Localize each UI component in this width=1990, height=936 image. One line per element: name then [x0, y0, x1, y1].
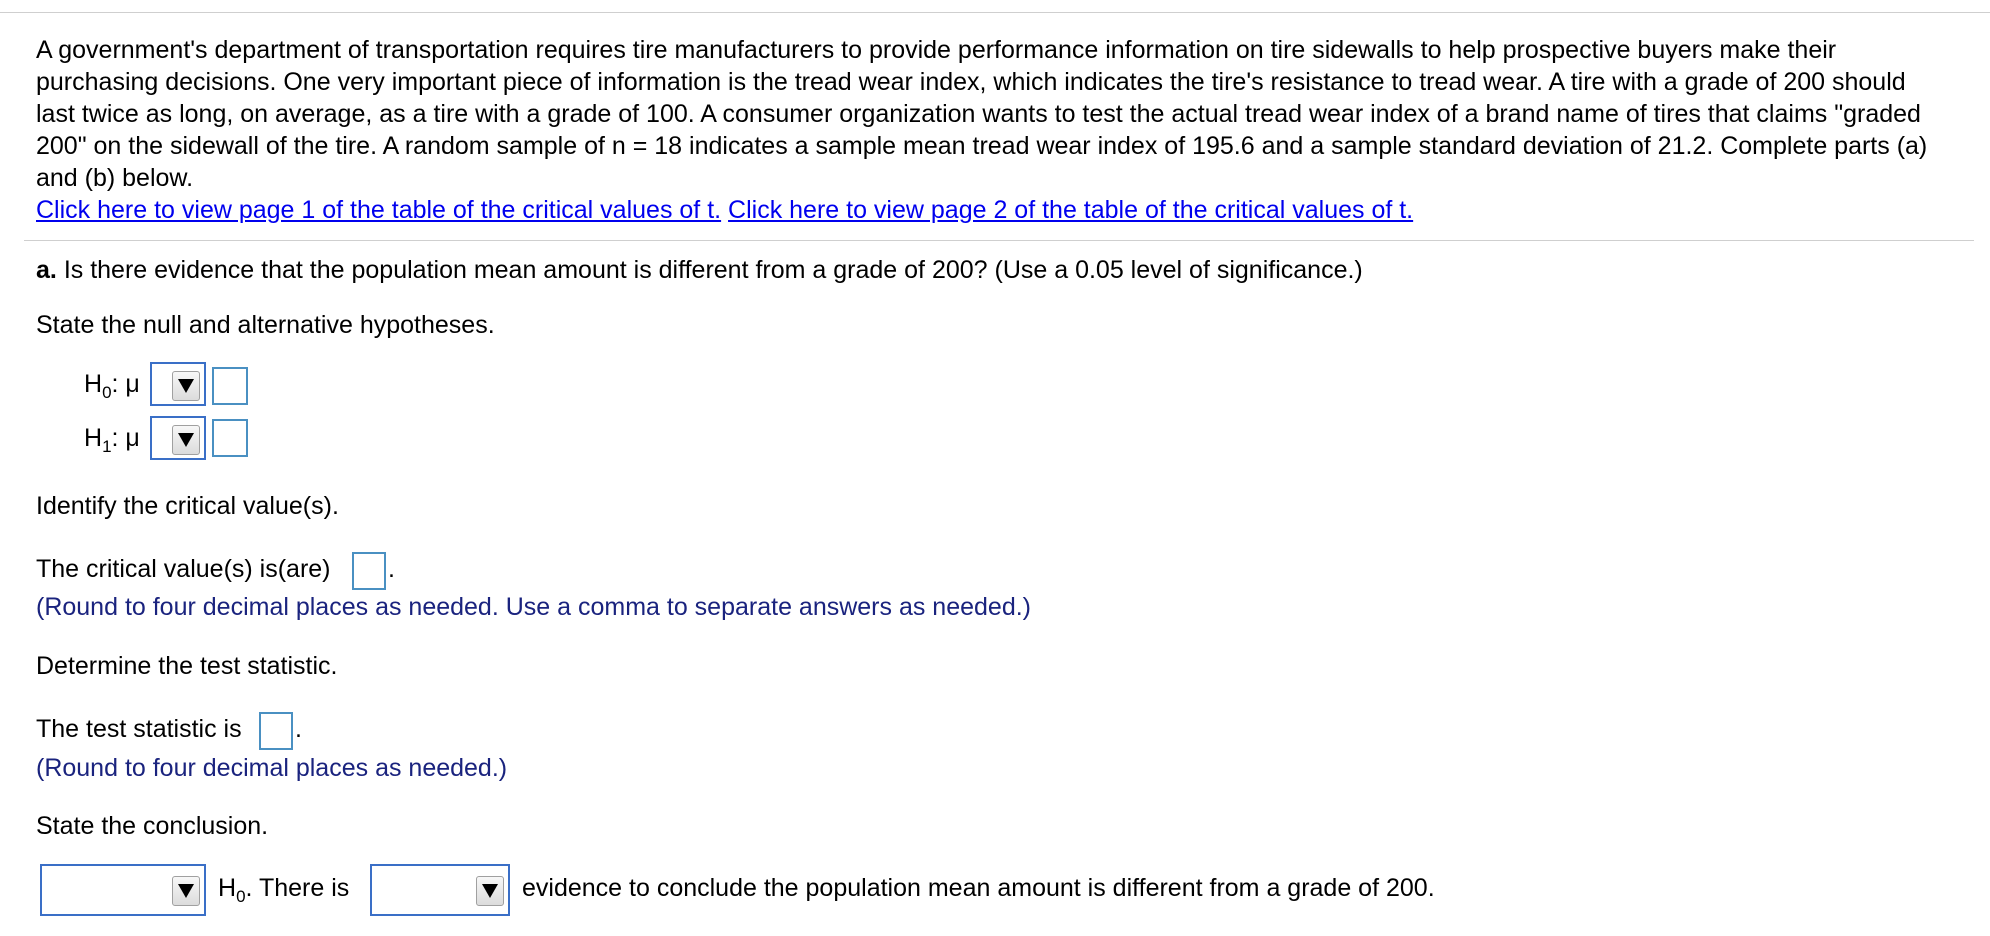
critical-value-line [36, 553, 331, 585]
null-hypothesis-label [84, 368, 140, 409]
part-a-question-text: Is there evidence that the population mean amount is different from a grade of 200? (Use a 0.05 level of significance.) [63, 256, 1363, 284]
h1-mu: : μ [111, 424, 140, 452]
part-a-label: a. [36, 256, 57, 284]
conclusion-h-letter: H [218, 874, 237, 902]
test-statistic-line [36, 713, 242, 745]
dropdown-arrow-icon [172, 371, 200, 401]
null-hypothesis-value-input[interactable] [212, 367, 248, 405]
conclusion-h-subscript: 0 [236, 887, 246, 906]
critical-value-prefix: The critical value(s) is(are) [36, 555, 331, 583]
h0-letter: H [84, 370, 103, 398]
test-statistic-input[interactable] [259, 712, 293, 750]
null-hypothesis-operator-dropdown[interactable] [150, 362, 206, 406]
h1-subscript: 1 [102, 437, 112, 456]
alternative-hypothesis-operator-dropdown[interactable] [150, 416, 206, 460]
critical-values-table-page1-link[interactable]: Click here to view page 1 of the table of the critical values of t. [36, 196, 722, 224]
dropdown-arrow-icon [476, 876, 504, 906]
identify-critical-instruction: Identify the critical value(s). [36, 492, 339, 520]
part-a-question [36, 254, 1363, 286]
conclusion-end-text: evidence to conclude the population mean amount is different from a grade of 200. [522, 874, 1435, 902]
critical-value-hint: (Round to four decimal places as needed. Use a comma to separate answers as needed.) [36, 593, 1031, 621]
test-statistic-period: . [295, 715, 302, 743]
state-conclusion-instruction: State the conclusion. [36, 812, 269, 840]
conclusion-h0-text [218, 872, 349, 913]
h1-letter: H [84, 424, 103, 452]
critical-value-input[interactable] [352, 552, 386, 590]
dropdown-arrow-icon [172, 425, 200, 455]
h0-subscript: 0 [102, 383, 112, 402]
test-statistic-prefix: The test statistic is [36, 715, 242, 743]
alternative-hypothesis-label [84, 422, 140, 463]
conclusion-there-is: . There is [245, 874, 350, 902]
critical-value-period: . [388, 555, 395, 583]
h0-mu: : μ [111, 370, 140, 398]
state-hypotheses-instruction: State the null and alternative hypotheses. [36, 311, 495, 339]
alternative-hypothesis-value-input[interactable] [212, 419, 248, 457]
section-divider [24, 240, 1974, 241]
critical-values-table-page2-link[interactable]: Click here to view page 2 of the table of the critical values of t. [728, 196, 1414, 224]
evidence-level-dropdown[interactable] [370, 864, 510, 916]
determine-statistic-instruction: Determine the test statistic. [36, 652, 338, 680]
critical-values-links [36, 194, 1413, 226]
top-divider [0, 12, 1990, 13]
reject-decision-dropdown[interactable] [40, 864, 206, 916]
test-statistic-hint: (Round to four decimal places as needed.) [36, 754, 508, 782]
problem-statement: A government's department of transportation requires tire manufacturers to provide performance information on tire sidewalls to help prospective buyers make their purchasing decisions. One very important piece of information is the tread wear index, which indicates the tire's resistance to tread wear. A tire with a grade of 200 should last twice as long, on average, as a tire with a grade of 100. A consumer organization wants to test the actual tread wear index of a brand name of tires that claims "graded 200" on the sidewall of the tire. A random sample of n = 18 indicates a sample mean tread wear index of 195.6 and a sample standard deviation of 21.2. Complete parts (a) and (b) below. [36, 36, 1928, 192]
dropdown-arrow-icon [172, 876, 200, 906]
